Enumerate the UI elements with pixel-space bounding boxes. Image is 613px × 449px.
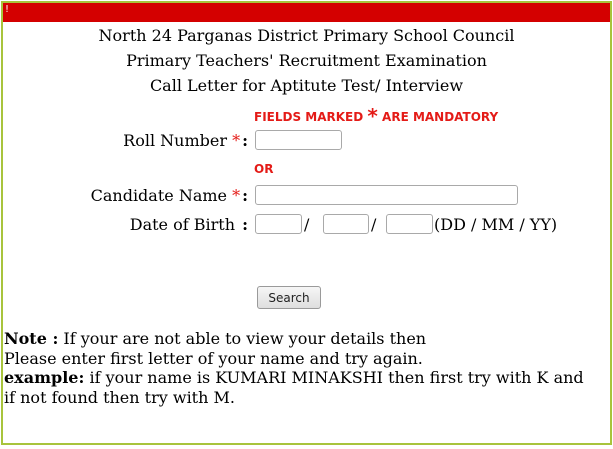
colon: : <box>242 186 248 205</box>
mandatory-suffix: ARE MANDATORY <box>377 110 499 124</box>
dob-day-input[interactable] <box>255 214 302 234</box>
note-text-2: Please enter first letter of your name and try again. <box>4 348 423 368</box>
dob-separator: / <box>304 215 310 234</box>
mandatory-star: * <box>367 104 378 128</box>
top-red-bar <box>3 3 610 22</box>
mandatory-prefix: FIELDS MARKED <box>254 110 368 124</box>
candidate-name-label-text: Candidate Name <box>90 186 233 205</box>
example-text: if your name is KUMARI MINAKSHI then first try with K and if not found then try with M. <box>4 368 584 407</box>
roll-number-label-text: Roll Number <box>123 131 233 150</box>
page-frame <box>1 1 612 445</box>
colon: : <box>242 131 248 150</box>
example-label: example: <box>4 368 85 387</box>
candidate-name-input[interactable] <box>255 185 518 205</box>
dob-separator: / <box>371 215 377 234</box>
dob-month-input[interactable] <box>323 214 369 234</box>
date-of-birth-label-text: Date of Birth <box>129 215 241 234</box>
colon: : <box>242 215 248 234</box>
required-star: * <box>232 131 241 150</box>
roll-number-input[interactable] <box>255 130 342 150</box>
bar-mark: ! <box>5 4 10 15</box>
date-of-birth-label <box>130 215 248 235</box>
required-star: * <box>232 186 241 205</box>
mandatory-notice <box>254 104 498 128</box>
exam-title: Primary Teachers' Recruitment Examination <box>126 51 487 70</box>
council-title: North 24 Parganas District Primary School Council <box>98 26 515 45</box>
search-button[interactable]: Search <box>257 286 321 309</box>
candidate-name-label <box>91 186 248 206</box>
note-label: Note : <box>4 329 59 348</box>
or-separator: OR <box>254 162 274 176</box>
help-note <box>4 329 594 407</box>
dob-format-hint: (DD / MM / YY) <box>434 215 558 234</box>
roll-number-label <box>123 131 248 151</box>
dob-year-input[interactable] <box>386 214 433 234</box>
note-text-1: If your are not able to view your details then <box>58 329 427 348</box>
call-letter-title: Call Letter for Aptitute Test/ Interview <box>149 76 464 95</box>
